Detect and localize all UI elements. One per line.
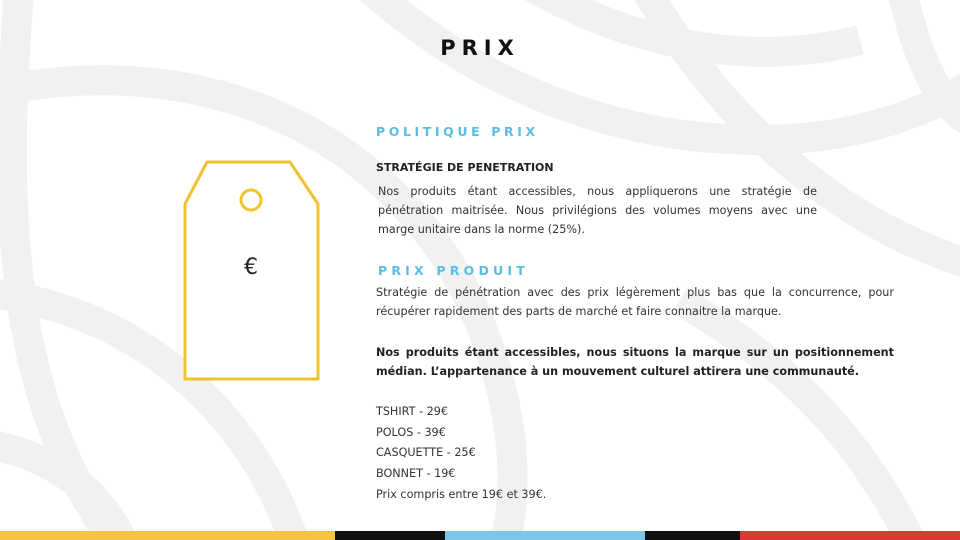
list-item: Prix compris entre 19€ et 39€. bbox=[376, 487, 547, 501]
politique-paragraph: Nos produits étant accessibles, nous appliquerons une stratégie de pénétration maitrisée. Nous privilégions des volumes moyens avec une marge unitaire dans la norme (25%). bbox=[378, 185, 817, 236]
page-title: PRIX bbox=[440, 36, 520, 60]
list-item: TSHIRT - 29€ bbox=[376, 405, 448, 418]
list-item: POLOS - 39€ bbox=[376, 425, 446, 439]
euro-symbol: € bbox=[244, 255, 258, 280]
bar-segment-black bbox=[645, 531, 740, 540]
list-item: CASQUETTE - 25€ bbox=[376, 446, 476, 460]
section-heading-politique: POLITIQUE PRIX bbox=[376, 124, 539, 139]
list-item: BONNET - 19€ bbox=[376, 467, 456, 481]
produit-paragraph: Stratégie de pénétration avec des prix légèrement plus bas que la concurrence, pour récupérer rapidement des parts de marché et faire connaitre la marque. bbox=[376, 286, 894, 318]
bar-segment-red bbox=[740, 531, 960, 540]
bar-segment-blue bbox=[445, 531, 645, 540]
produit-bold-paragraph: Nos produits étant accessibles, nous situons la marque sur un positionnement médian. L’appartenance à un mouvement culturel attirera une communauté. bbox=[376, 346, 894, 378]
bar-segment-black bbox=[335, 531, 445, 540]
section-subheading: STRATÉGIE DE PENETRATION bbox=[376, 161, 554, 174]
section-heading-prix-produit: PRIX PRODUIT bbox=[378, 263, 529, 278]
bar-segment-yellow bbox=[0, 531, 335, 540]
bottom-color-bar bbox=[0, 531, 960, 540]
price-list bbox=[376, 402, 546, 505]
